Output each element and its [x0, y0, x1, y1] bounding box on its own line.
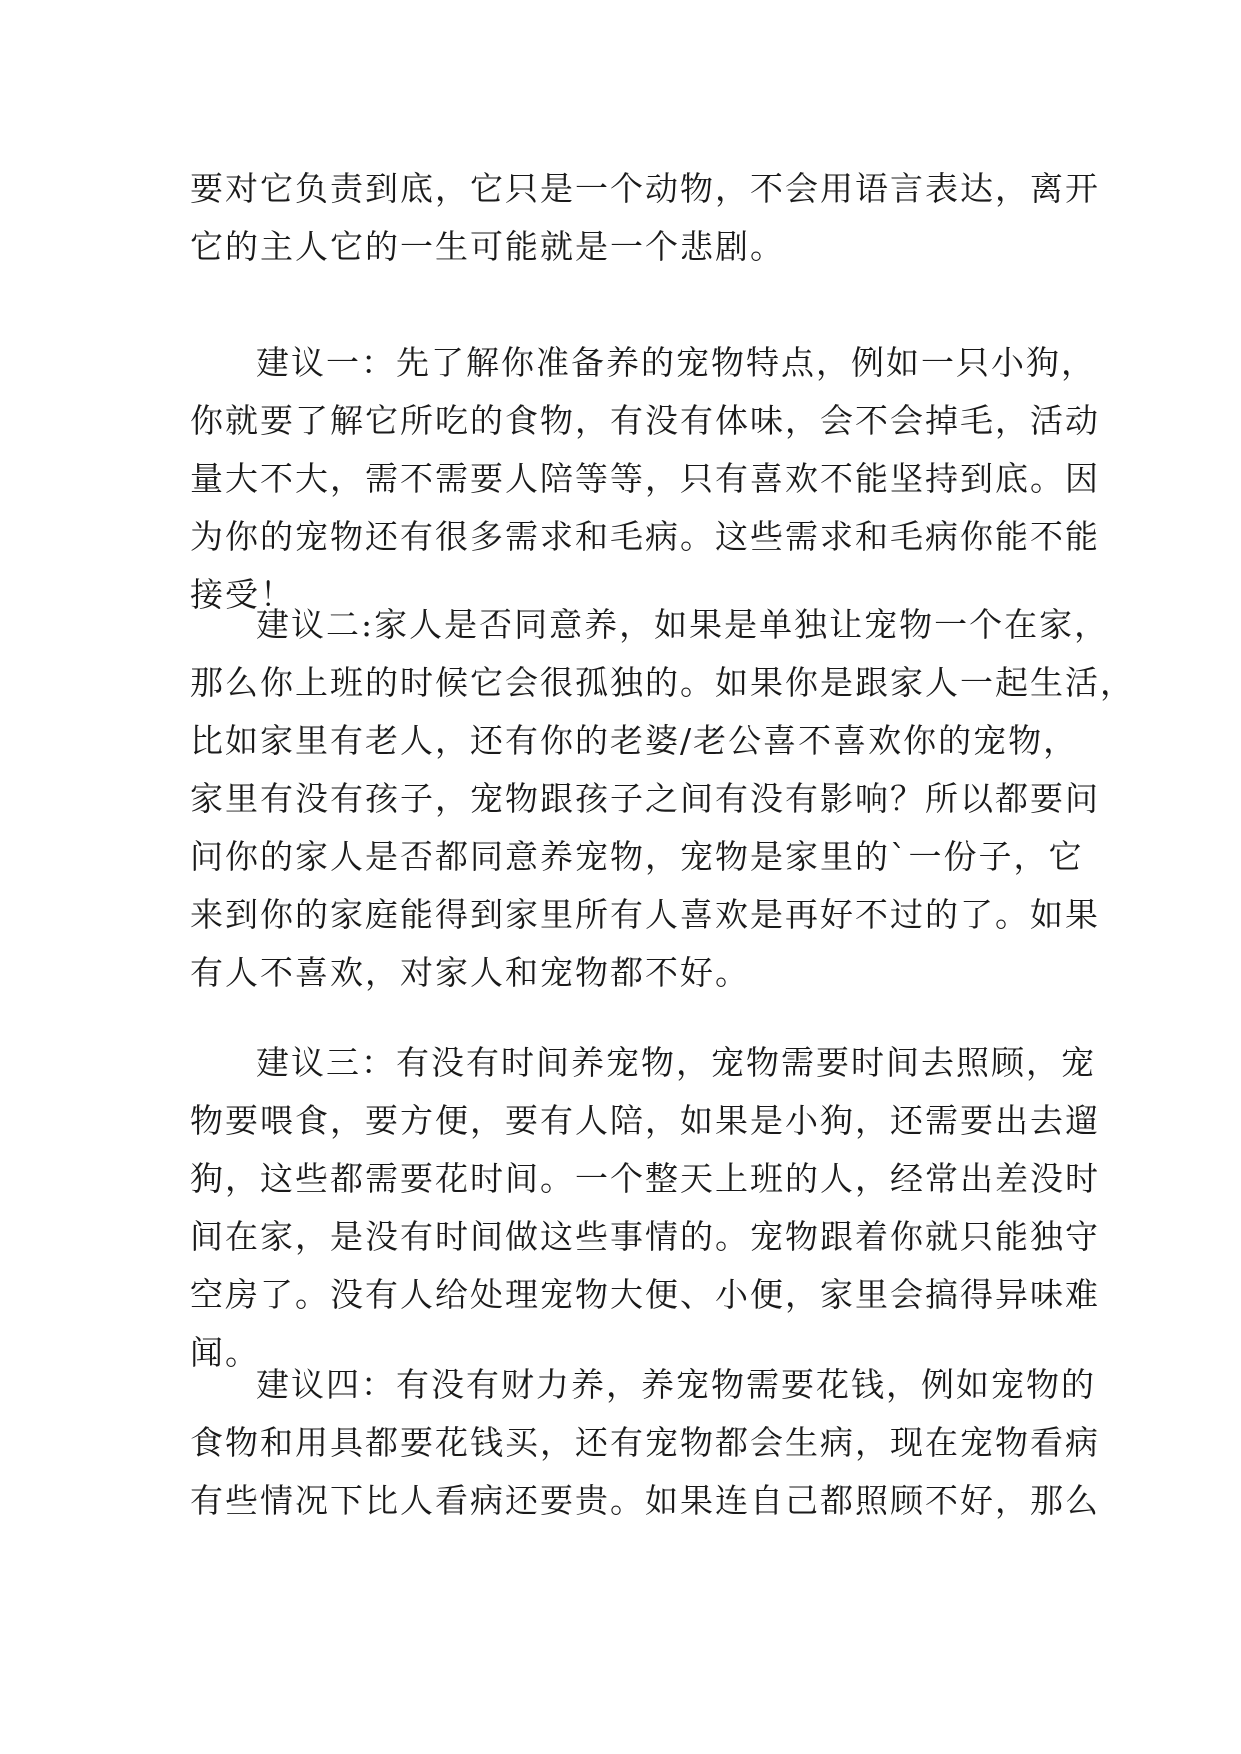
suggestion-1-paragraph: [190, 334, 1100, 624]
paragraph-line: 为你的宠物还有很多需求和毛病。这些需求和毛病你能不能: [190, 517, 1100, 556]
paragraph-line: 量大不大，需不需要人陪等等，只有喜欢不能坚持到底。因: [190, 459, 1100, 498]
paragraph-line: 有些情况下比人看病还要贵。如果连自己都照顾不好，那么: [190, 1481, 1100, 1520]
paragraph-line: 闻。: [190, 1333, 260, 1372]
paragraph-line: 间在家，是没有时间做这些事情的。宠物跟着你就只能独守: [190, 1217, 1100, 1256]
paragraph-line: 建议四：有没有财力养，养宠物需要花钱，例如宠物的: [256, 1365, 1096, 1404]
paragraph-line: 你就要了解它所吃的食物，有没有体味，会不会掉毛，活动: [190, 401, 1100, 440]
paragraph-line: 物要喂食，要方便，要有人陪，如果是小狗，还需要出去遛: [190, 1101, 1100, 1140]
paragraph-line: 接受！: [190, 575, 295, 614]
suggestion-4-paragraph: [190, 1356, 1100, 1530]
paragraph-line: 建议一：先了解你准备养的宠物特点，例如一只小狗，: [256, 343, 1096, 382]
paragraph-line: 食物和用具都要花钱买，还有宠物都会生病，现在宠物看病: [190, 1423, 1100, 1462]
suggestion-3-paragraph: [190, 1034, 1100, 1382]
paragraph-line: 有人不喜欢，对家人和宠物都不好。: [190, 953, 750, 992]
paragraph-line: 比如家里有老人，还有你的老婆/老公喜不喜欢你的宠物，: [190, 721, 1079, 760]
paragraph-line: 要对它负责到底，它只是一个动物，不会用语言表达，离开: [190, 169, 1100, 208]
suggestion-2-paragraph: [190, 596, 1135, 1002]
paragraph-line: 家里有没有孩子，宠物跟孩子之间有没有影响？所以都要问: [190, 779, 1100, 818]
paragraph-line: 狗，这些都需要花时间。一个整天上班的人，经常出差没时: [190, 1159, 1100, 1198]
paragraph-line: 那么你上班的时候它会很孤独的。如果你是跟家人一起生活，: [190, 663, 1135, 702]
paragraph-line: 空房了。没有人给处理宠物大便、小便，家里会搞得异味难: [190, 1275, 1100, 1314]
paragraph-line: 它的主人它的一生可能就是一个悲剧。: [190, 227, 785, 266]
paragraph-line: 建议二:家人是否同意养，如果是单独让宠物一个在家，: [256, 605, 1110, 644]
paragraph-line: 建议三：有没有时间养宠物，宠物需要时间去照顾，宠: [256, 1043, 1096, 1082]
paragraph-line: 问你的家人是否都同意养宠物，宠物是家里的`一份子，它: [190, 837, 1084, 876]
paragraph-line: 来到你的家庭能得到家里所有人喜欢是再好不过的了。如果: [190, 895, 1100, 934]
intro-paragraph: [190, 160, 1100, 276]
